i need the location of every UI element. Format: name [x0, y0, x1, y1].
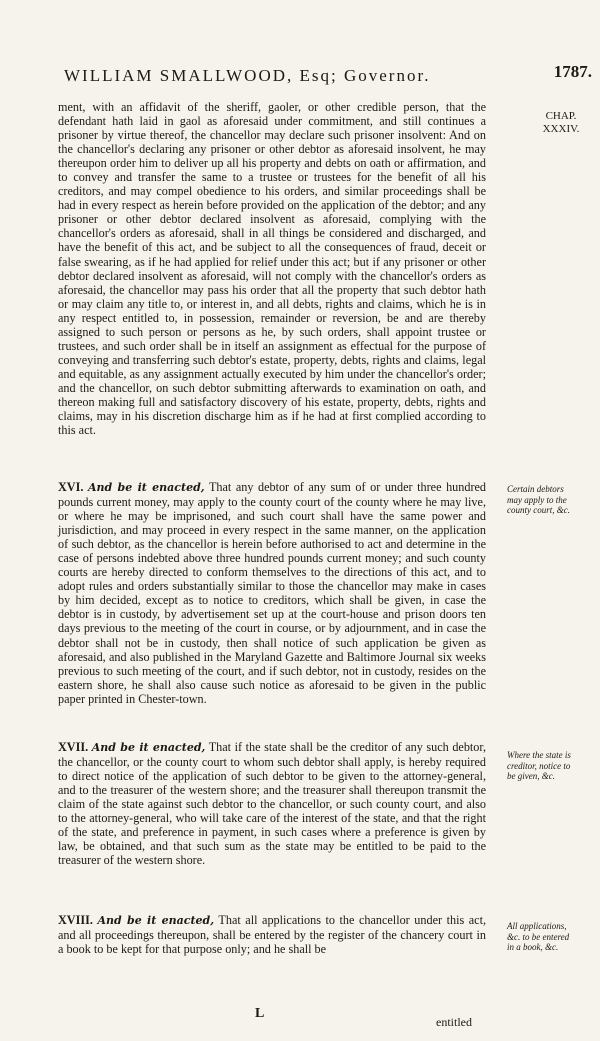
section-paragraph [58, 740, 486, 867]
margin-note-18: All applications, &c. to be entered in a book, &c. [507, 921, 570, 952]
margin-note-16: Certain debtors may apply to the county court, &c. [507, 484, 570, 515]
section-paragraph [58, 480, 486, 706]
page-year: 1787. [553, 62, 592, 81]
signature-mark: L [255, 1006, 265, 1021]
continuation-paragraph [58, 100, 486, 437]
section-16 [58, 480, 486, 706]
section-text: That all applications to the chancellor under this act, and all proceedings thereupon, shall be entered by the register of the chancery court in a book to be kept for that purpose only; and he shall be [58, 913, 487, 957]
enacting-clause: And be it enacted, [91, 741, 206, 754]
section-paragraph [58, 913, 486, 956]
section-text: That if the state shall be the creditor of any such debtor, the chancellor, or the county court to whom such debtor shall apply, is hereby required to direct notice of the application of such debtor to be given to the attorney-general, and to the treasurer of the western shore; and the treasurer shall thereupon transmit the claim of the state against such debtor to the chancellor, or such county court, and also to the attorney-general, who will take care of the interest of the state, and that the right of the state, and preference in payment, in such cases where a preference is given by law, be obtained, and that such sum as the state may be entitled to be paid to the treasurer of the western shore. [58, 740, 487, 868]
chapter-note: CHAP. XXXIV. [542, 110, 580, 135]
enacting-clause: And be it enacted, [97, 914, 215, 927]
enacting-clause: And be it enacted, [87, 481, 205, 494]
margin-note-17: Where the state is creditor, notice to be given, &c. [507, 750, 571, 781]
running-head: WILLIAM SMALLWOOD, Esq; Governor. [64, 66, 431, 85]
section-number: XVII. [58, 740, 89, 754]
catchword: entitled [436, 1015, 472, 1029]
section-18 [58, 913, 486, 956]
section-number: XVI. [58, 480, 84, 494]
continuation-text: ment, with an affidavit of the sheriff, gaoler, or other credible person, that the defendant hath laid in gaol as aforesaid under commitment, and still continues a prisoner by virtue thereof, the chancellor may declare such prisoner insolvent: And on the chancellor's declaring any prisoner or other debtor as aforesaid insolvent, he may thereupon order him to deliver up all his property and debts on oath or affirmation, and to convey and transfer the same to a trustee or trustees for the benefit of all his creditors, and may compel obedience to his orders, and similar proceedings shall be had in every respect as herein before provided on the application of the debtor; and any prisoner or other debtor declared insolvent as aforesaid, complying with the chancellor's orders as aforesaid, shall in all things be considered and discharged, and have the benefit of this act, and be subject to all the consequences of fraud, deceit or false swearing, as if he had applied for relief under this act; but if any prisoner or other debtor declared insolvent as aforesaid, will not comply with the chancellor's orders as aforesaid, the chancellor may pass his order that all the property that such debtor hath or may claim any title to, or interest in, and all debts, rights and claims, which he is in any respect entitled to, in possession, remainder or reversion, be and are thereby assigned to such person or persons as he, by such orders, shall appoint trustee or trustees, and such order shall be in itself an assignment as effectual for the purpose of conveying and transferring such debtor's estate, property, debts, rights and claims, legal and equitable, as any assignment actually executed by him under the chancellor's order; and the chancellor, on such debtor submitting afterwards to examination on oath, and thereon making full and satisfactory discovery of his estate, property, debts, rights and claims, may in his discretion discharge him as if he had at first complied according to this act. [58, 100, 486, 438]
page-header [58, 58, 592, 88]
section-text: That any debtor of any sum of or under three hundred pounds current money, may apply to the county court of the county where he may live, or where he may be imprisoned, and such court shall have the same power and jurisdiction, and may proceed in every respect in the same manner, on the application of such debtor, as the chancellor is herein before authorised to act and determine in the case of persons indebted above three hundred pounds current money; and such county courts are hereby directed to conform themselves to the directions of this act, and to adopt rules and orders substantially similar to those the chancellor may make in cases by him decided, except as to notice to creditors, which shall be given, in case the debtor is in custody, by advertisement set up at the court-house and prison doors ten days previous to the meeting of the court in course, or by adjournment, and in case the debtor shall not be in custody, then shall notice of such application be given as aforesaid, and also published in the Maryland Gazette and Baltimore Journal six weeks previous to such meeting of the court, and if such debtor, not in custody, resides on the eastern shore, he shall also cause such notice as aforesaid to be given in the public paper printed in Chester-town. [58, 480, 487, 706]
section-number: XVIII. [58, 913, 93, 927]
section-17 [58, 740, 486, 867]
